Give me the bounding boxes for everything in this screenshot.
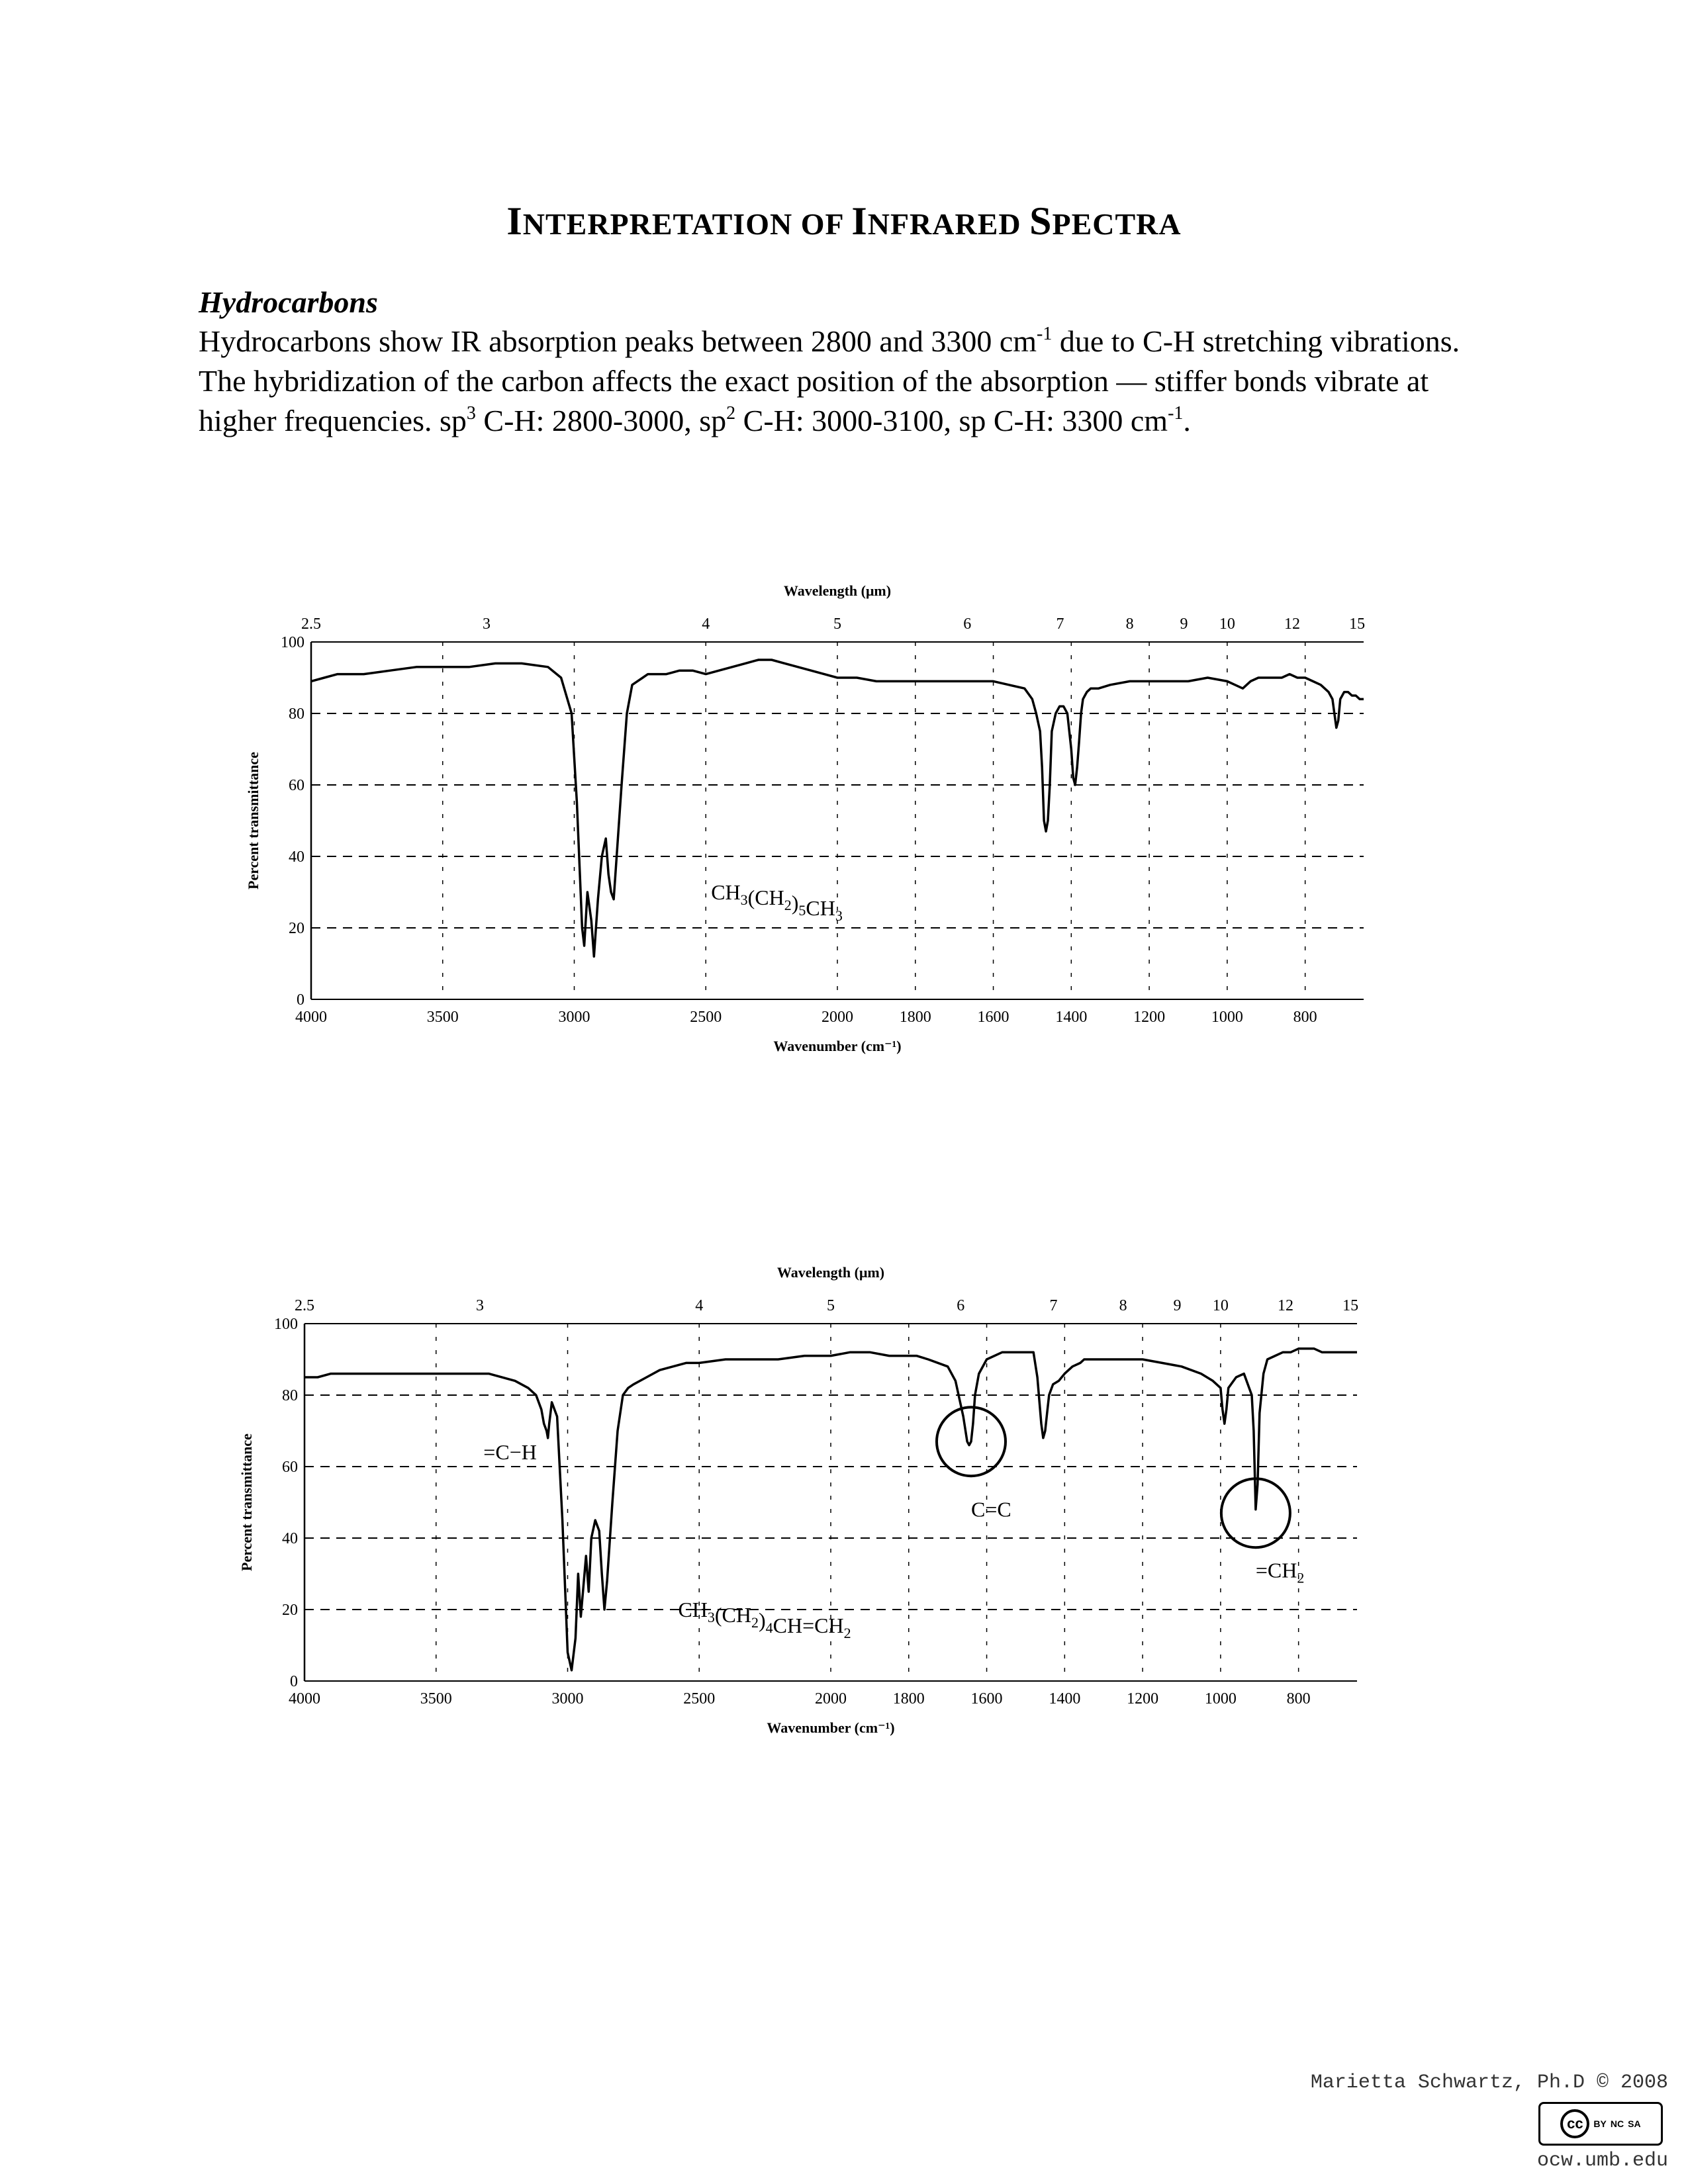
annotation-part: CH [678, 1597, 708, 1621]
x-tick-label: 1200 [1127, 1690, 1159, 1707]
top-tick-label: 2.5 [301, 615, 321, 633]
annotation-part: (CH [714, 1602, 752, 1627]
top-tick-label: 2.5 [295, 1297, 314, 1314]
x-tick-label: 2500 [683, 1690, 716, 1707]
annotation-part: CH [773, 1613, 803, 1637]
top-tick-label: 10 [1219, 615, 1235, 633]
top-tick-label: 8 [1125, 615, 1134, 633]
x-tick-label: 2500 [690, 1009, 722, 1026]
top-tick-label: 6 [963, 615, 972, 633]
annotation-part: C=C [971, 1497, 1011, 1522]
spectrum-svg [232, 1251, 1397, 1760]
annotation-part: CH [711, 880, 741, 904]
top-tick-label: 4 [695, 1297, 704, 1314]
x-tick-label: 4000 [289, 1690, 320, 1707]
y-tick-label: 0 [297, 991, 305, 1009]
peak-annotation [1256, 1558, 1305, 1586]
x-tick-label: 3000 [551, 1690, 584, 1707]
x-tick-label: 1800 [899, 1009, 931, 1026]
x-tick-label: 800 [1286, 1690, 1311, 1707]
annotation-part: ) [791, 890, 799, 915]
top-tick-label: 12 [1284, 615, 1301, 633]
body-paragraph: Hydrocarbons show IR absorption peaks between 2800 and 3300 $cm^{-1}$ due to C-H stretching vibrations. The hybridization of the carbon affects the exact position of the absorption — stiffer bonds vibrate at higher frequencies. $sp^3$ C-H: 2800-3000, $sp^2$ C-H: 3000-3100, sp C-H: 3300 $cm^{-1}$. [199, 324, 1460, 437]
annotation-part: 2 [843, 1624, 851, 1641]
top-tick-label: 15 [1349, 615, 1366, 633]
annotation-part: 2 [1297, 1569, 1305, 1586]
top-axis-label: Wavelength (μm) [783, 582, 892, 599]
x-tick-label: 1600 [977, 1009, 1009, 1026]
top-tick-label: 9 [1173, 1297, 1182, 1314]
x-tick-label: 4000 [295, 1009, 327, 1026]
y-tick-label: 100 [274, 1316, 298, 1333]
cc-icon: cc [1560, 2109, 1589, 2138]
y-tick-label: 60 [282, 1459, 298, 1476]
top-tick-label: 6 [957, 1297, 965, 1314]
top-tick-label: 3 [483, 615, 491, 633]
y-axis-title: Percent transmittance [238, 1433, 255, 1571]
peak-annotation [711, 880, 843, 924]
x-tick-label: 1000 [1204, 1690, 1237, 1707]
x-tick-label: 1600 [970, 1690, 1003, 1707]
y-tick-label: 40 [282, 1530, 298, 1547]
top-tick-label: 15 [1342, 1297, 1359, 1314]
y-tick-label: 80 [289, 705, 305, 723]
x-axis-title: Wavenumber (cm⁻¹) [773, 1038, 902, 1054]
annotation-part: 3 [707, 1608, 715, 1625]
top-tick-label: 5 [833, 615, 841, 633]
x-axis-title: Wavenumber (cm⁻¹) [767, 1719, 895, 1736]
y-tick-label: 80 [282, 1387, 298, 1404]
annotation-part: (CH [747, 885, 784, 909]
by-label: BY [1593, 2118, 1607, 2129]
peak-annotation [678, 1598, 851, 1641]
annotation-part: CH [814, 1613, 844, 1637]
x-tick-label: 2000 [815, 1690, 847, 1707]
peak-annotation [483, 1440, 537, 1464]
y-tick-label: 20 [289, 920, 305, 937]
nc-label: NC [1610, 2118, 1624, 2129]
top-tick-label: 7 [1049, 1297, 1058, 1314]
x-tick-label: 1200 [1133, 1009, 1166, 1026]
peak-annotation [971, 1498, 1011, 1522]
source-url: ocw.umb.edu [1536, 2150, 1668, 2172]
x-tick-label: 1400 [1049, 1690, 1081, 1707]
creative-commons-badge [1538, 2102, 1663, 2146]
annotation-part: 3 [835, 907, 843, 924]
annotation-part: =C−H [483, 1440, 537, 1465]
top-tick-label: 5 [827, 1297, 835, 1314]
sa-label: SA [1628, 2118, 1641, 2129]
top-tick-label: 4 [702, 615, 710, 633]
spectrum-svg [238, 569, 1403, 1079]
x-tick-label: 3000 [558, 1009, 590, 1026]
heptane-ir-spectrum [238, 569, 1403, 1072]
y-tick-label: 0 [290, 1673, 298, 1690]
annotation-part: 2 [784, 896, 792, 913]
heptene-ir-spectrum [232, 1251, 1397, 1760]
top-tick-label: 7 [1056, 615, 1064, 633]
y-tick-label: 100 [281, 634, 305, 651]
top-tick-label: 12 [1278, 1297, 1294, 1314]
x-tick-label: 1400 [1055, 1009, 1088, 1026]
top-tick-label: 10 [1212, 1297, 1229, 1314]
x-tick-label: 800 [1293, 1009, 1317, 1026]
y-tick-label: 40 [289, 848, 305, 866]
top-axis-label: Wavelength (μm) [776, 1264, 885, 1281]
y-tick-label: 20 [282, 1602, 298, 1619]
annotation-part: 4 [765, 1619, 773, 1636]
annotation-part: =CH [1255, 1558, 1297, 1582]
y-tick-label: 60 [289, 777, 305, 794]
annotation-part: ) [759, 1608, 766, 1632]
x-tick-label: 2000 [821, 1009, 853, 1026]
top-tick-label: 8 [1119, 1297, 1127, 1314]
annotation-part: = [802, 1613, 815, 1637]
page-title: INTERPRETATION OF INFRARED SPECTRA [506, 199, 1182, 243]
section-heading: Hydrocarbons [199, 285, 378, 319]
annotation-part: CH [806, 895, 835, 920]
x-tick-label: 3500 [426, 1009, 459, 1026]
annotation-part: 2 [751, 1614, 759, 1631]
annotation-part: 3 [740, 891, 748, 908]
x-tick-label: 1800 [892, 1690, 925, 1707]
x-tick-label: 3500 [420, 1690, 452, 1707]
top-tick-label: 9 [1180, 615, 1188, 633]
author-credit: Marietta Schwartz, Ph.D © 2008 [1310, 2071, 1668, 2094]
x-tick-label: 1000 [1211, 1009, 1243, 1026]
annotation-part: 5 [798, 901, 806, 919]
top-tick-label: 3 [476, 1297, 484, 1314]
y-axis-title: Percent transmittance [245, 752, 261, 889]
